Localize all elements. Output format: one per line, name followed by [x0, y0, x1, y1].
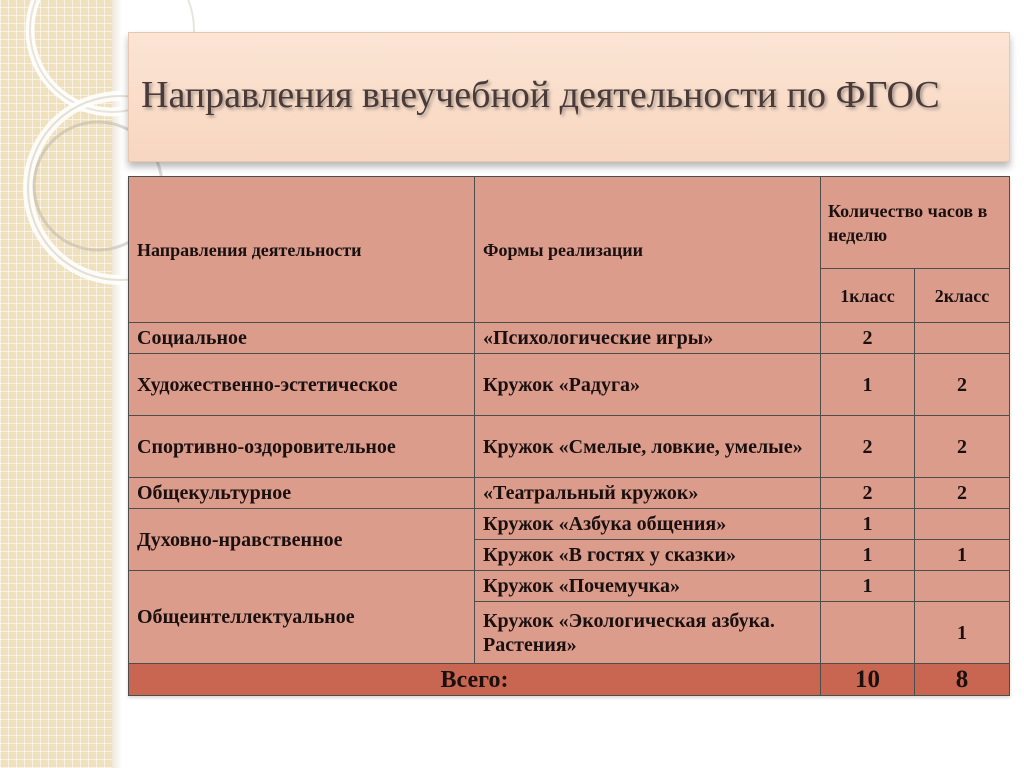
table-row — [129, 509, 1010, 540]
total-label: Всего: — [129, 664, 821, 696]
cell-class-1: 2 — [821, 323, 915, 354]
cell-direction: Духовно-нравственное — [129, 509, 475, 571]
cell-class-1: 1 — [821, 540, 915, 571]
table-header-row — [129, 177, 1010, 269]
cell-class-2: 1 — [915, 540, 1010, 571]
cell-direction: Общеинтеллектуальное — [129, 571, 475, 664]
cell-class-2: 1 — [915, 602, 1010, 664]
table-row — [129, 478, 1010, 509]
header-class-1: 1класс — [821, 269, 915, 323]
header-hours-per-week: Количество часов в неделю — [821, 177, 1010, 269]
cell-form: «Психологические игры» — [475, 323, 821, 354]
cell-form: «Театральный кружок» — [475, 478, 821, 509]
cell-class-1: 2 — [821, 416, 915, 478]
header-directions: Направления деятельности — [129, 177, 475, 323]
cell-class-2 — [915, 323, 1010, 354]
cell-form: Кружок «Азбука общения» — [475, 509, 821, 540]
cell-class-2 — [915, 571, 1010, 602]
cell-form: Кружок «Экологическая азбука. Растения» — [475, 602, 821, 664]
cell-form: Кружок «В гостях у сказки» — [475, 540, 821, 571]
cell-direction: Спортивно-оздоровительное — [129, 416, 475, 478]
total-class-2: 8 — [915, 664, 1010, 696]
title-banner — [128, 32, 1010, 162]
table-row — [129, 571, 1010, 602]
table-row — [129, 416, 1010, 478]
cell-form: Кружок «Смелые, ловкие, умелые» — [475, 416, 821, 478]
header-forms: Формы реализации — [475, 177, 821, 323]
cell-class-1: 1 — [821, 354, 915, 416]
cell-class-1 — [821, 602, 915, 664]
cell-class-2: 2 — [915, 478, 1010, 509]
cell-class-2: 2 — [915, 354, 1010, 416]
total-class-1: 10 — [821, 664, 915, 696]
header-class-2: 2класс — [915, 269, 1010, 323]
page-title: Направления внеучебной деятельности по ФГОС — [141, 74, 940, 116]
cell-direction: Художественно-эстетическое — [129, 354, 475, 416]
cell-class-2: 2 — [915, 416, 1010, 478]
cell-class-2 — [915, 509, 1010, 540]
cell-class-1: 1 — [821, 571, 915, 602]
cell-form: Кружок «Радуга» — [475, 354, 821, 416]
cell-class-1: 2 — [821, 478, 915, 509]
table-total-row — [129, 664, 1010, 696]
cell-class-1: 1 — [821, 509, 915, 540]
cell-direction: Общекультурное — [129, 478, 475, 509]
cell-form: Кружок «Почемучка» — [475, 571, 821, 602]
decorative-side-band — [0, 0, 112, 768]
table-row — [129, 323, 1010, 354]
table-row — [129, 354, 1010, 416]
cell-direction: Социальное — [129, 323, 475, 354]
activities-table — [128, 176, 1010, 696]
side-band-shadow — [112, 0, 122, 768]
